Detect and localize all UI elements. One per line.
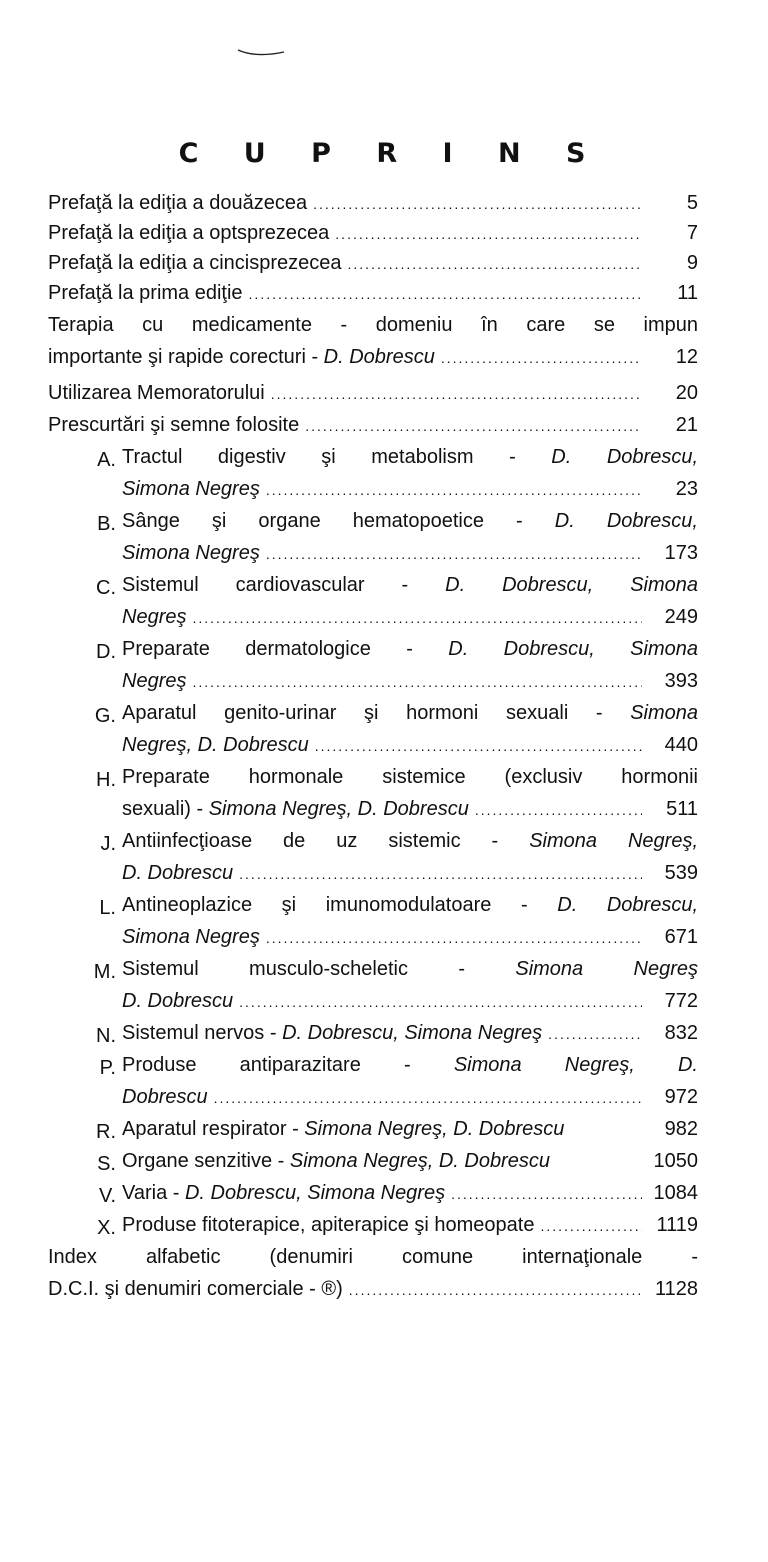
entry-title-text: Sistemul nervos - [122,1022,283,1044]
toc-entry-chapter-line2[interactable] [122,926,698,958]
entry-author: Simona Negreş, D. Dobrescu [304,1118,565,1140]
leader-dots [451,1186,642,1202]
leader-dots [335,226,642,242]
toc-entry-chapter-line1[interactable] [97,446,698,478]
chapter-letter: N. [96,1025,116,1047]
entry-title-line2 [122,478,260,501]
toc-entry-chapter-line1[interactable] [94,702,698,734]
leader-dots [266,930,642,946]
page-number: 832 [664,1022,698,1044]
page-number: 21 [675,414,698,436]
entry-author: D. Dobrescu [323,346,435,368]
entry-title-line2 [48,346,435,369]
toc-entry-chapter-line1[interactable] [99,894,698,926]
entry-title-line1: Index alfabetic (denumiri comune internaţionale - [48,1246,698,1268]
leader-dots [192,674,642,690]
chapter-letter: V. [98,1185,116,1207]
entry-title-line1 [122,766,698,792]
entry-author: Negreş, D. Dobrescu [122,734,309,756]
page-number: 511 [666,798,698,820]
entry-author: Simona Negreş, D. [453,1054,698,1076]
leader-dots [271,386,642,402]
entry-author-line2: Dobrescu [122,1086,208,1108]
toc-entry-chapter-s[interactable] [97,1150,698,1182]
toc-entry-chapter-v[interactable] [98,1182,698,1214]
page-number: 11 [677,282,698,304]
page-number: 671 [664,926,698,948]
leader-dots [313,196,642,212]
page-number: 393 [664,670,698,692]
page-number: 1050 [653,1150,698,1172]
page-number: 173 [664,542,698,564]
toc-entry-chapter-line2[interactable] [122,478,698,510]
page-number: 23 [675,478,698,500]
toc-entry-chapter-p-line2[interactable] [122,1086,698,1118]
chapter-list [48,446,698,1022]
page-number: 440 [664,734,698,756]
entry-title-line2 [122,798,469,821]
entry-title: Prefaţă la ediţia a optsprezecea [48,222,330,244]
toc-entry-chapter-line2[interactable] [122,798,698,830]
entry-title-line1 [122,702,698,728]
chapter-letter: L. [99,897,116,919]
entry-title-text: sexuali) - [122,798,209,820]
page-number: 982 [664,1118,698,1140]
entry-title-text: Sistemul musculo-scheletic - [122,958,516,980]
leader-dots [192,610,642,626]
toc-entry-chapter-line1[interactable] [93,958,698,990]
entry-title-line2 [122,542,260,565]
entry-title-text: Aparatul genito-urinar şi hormoni sexuali - [122,702,631,724]
toc-entry-prescurtari[interactable] [48,414,698,446]
entry-author: D. Dobrescu [122,990,234,1012]
page-number: 1084 [653,1182,698,1204]
entry-author: Simona Negreş [122,478,260,500]
entry-title [122,1118,564,1141]
entry-title: Utilizarea Memoratorului [48,382,265,404]
page-number: 12 [675,346,698,368]
entry-author: Simona Negreş, D. Dobrescu [208,798,469,820]
entry-title-text: importante şi rapide corecturi - [48,346,324,368]
table-of-contents [48,194,698,1310]
page-number: 772 [664,990,698,1012]
toc-entry-chapter-line2[interactable] [122,734,698,766]
toc-entry-preface-20[interactable] [48,194,698,224]
entry-title-line1 [122,574,698,600]
leader-dots [548,1026,642,1042]
entry-title-line2 [122,926,260,949]
chapter-letter: G. [94,705,116,727]
toc-entry-chapter-x[interactable] [97,1214,698,1246]
entry-title-line1 [122,958,698,984]
toc-entry-preface-18[interactable] [48,224,698,254]
entry-title-text: Sistemul cardiovascular - [122,574,446,596]
entry-author: Simona Negreş [122,926,260,948]
entry-title-line2 [122,734,309,757]
toc-entry-preface-1[interactable] [48,284,698,314]
entry-author: Simona Negreş [122,542,260,564]
page-number: 1119 [656,1214,698,1236]
leader-dots [266,482,642,498]
entry-author: Simona Negreş [515,958,698,980]
entry-author: Negreş [122,670,187,692]
chapter-letter: X. [97,1217,116,1239]
entry-title-line2 [122,670,186,693]
toc-entry-chapter-line2[interactable] [122,542,698,574]
entry-title-line1 [122,894,698,920]
entry-author: Negreş [122,606,187,628]
entry-title-text: Preparate dermatologice - [122,638,449,660]
chapter-letter: P. [99,1057,116,1079]
entry-author: Simona Negreş, [529,830,698,852]
page-number: 20 [675,382,698,404]
entry-title: Prescurtări şi semne folosite [48,414,300,436]
entry-title-text: Produse antiparazitare - [122,1054,454,1076]
toc-entry-chapter-r[interactable] [96,1118,698,1150]
chapter-letter: R. [96,1121,116,1143]
entry-author: Simona Negreş, D. Dobrescu [289,1150,550,1172]
chapter-letter: A. [97,449,116,471]
entry-author: D. Dobrescu, Simona Negreş [184,1182,446,1204]
entry-title-line1: Terapia cu medicamente - domeniu în care se impun [48,314,698,336]
toc-entry-chapter-p-line1[interactable] [99,1054,698,1086]
entry-title-line1 [122,446,698,472]
chapter-letter: H. [96,769,116,791]
toc-entry-chapter-line1[interactable] [96,574,698,606]
entry-title-line1 [122,830,698,856]
leader-dots [249,286,642,302]
entry-title [122,1182,445,1205]
entry-title-line2 [122,862,233,885]
entry-author: D. Dobrescu [122,862,234,884]
leader-dots [315,738,642,754]
entry-title-text: Organe senzitive - [122,1150,290,1172]
leader-dots [239,994,642,1010]
entry-title-text: Sânge şi organe hematopoetice - [122,510,555,532]
toc-entry-index-line2[interactable] [48,1278,698,1310]
toc-entry-chapter-line2[interactable] [122,990,698,1022]
page-number: 5 [686,192,698,214]
chapter-letter: D. [96,641,116,663]
entry-title-line1 [122,1054,698,1080]
toc-entry-terapia-line2[interactable] [48,346,698,378]
toc-entry-chapter-line1[interactable] [97,510,698,542]
page-number: 9 [686,252,698,274]
leader-dots [349,1282,642,1298]
entry-author: D. Dobrescu, [554,510,698,532]
entry-title [122,1022,542,1045]
toc-entry-chapter-line2[interactable] [122,670,698,702]
entry-title [122,1150,550,1173]
toc-entry-terapia-line1[interactable] [48,314,698,346]
entry-author: D. Dobrescu, Simona Negreş [282,1022,543,1044]
entry-title: Prefaţă la prima ediţie [48,282,243,304]
chapter-letter: J. [100,833,116,855]
chapter-letter: S. [97,1153,116,1175]
leader-dots [305,418,642,434]
chapter-letter: B. [97,513,116,535]
entry-title-text: Antineoplazice şi imunomodulatoare - [122,894,558,916]
entry-title-line1 [122,638,698,664]
toc-entry-chapter-line2[interactable] [122,606,698,638]
leader-dots [266,546,642,562]
chapter-letter: C. [96,577,116,599]
entry-title-text: Tractul digestiv şi metabolism - [122,446,552,468]
page-number: 539 [664,862,698,884]
leader-dots [348,256,643,272]
toc-entry-index-line1[interactable] [48,1246,698,1278]
leader-dots [239,866,642,882]
entry-title: Prefaţă la ediţia a cincisprezecea [48,252,342,274]
leader-dots [540,1218,642,1234]
entry-title-line2 [122,606,186,629]
entry-title-line2: D.C.I. şi denumiri comerciale - ®) [48,1278,343,1300]
entry-title: Produse fitoterapice, apiterapice şi homeopate [122,1214,535,1236]
entry-title-text: Aparatul respirator - [122,1118,305,1140]
leader-dots [475,802,642,818]
entry-author: D. Dobrescu, [557,894,698,916]
toc-entry-chapter-line1[interactable] [100,830,698,862]
toc-entry-chapter-line1[interactable] [96,766,698,798]
page-number: 1128 [654,1278,698,1300]
page-number: 249 [664,606,698,628]
toc-entry-utilizarea[interactable] [48,382,698,414]
toc-entry-preface-15[interactable] [48,254,698,284]
entry-title-text: Antiinfecţioase de uz sistemic - [122,830,530,852]
toc-entry-chapter-line1[interactable] [96,638,698,670]
page-title: C U P R I N S [178,138,604,169]
entry-author: D. Dobrescu, Simona [448,638,698,660]
page-number: 972 [664,1086,698,1108]
toc-entry-chapter-line2[interactable] [122,862,698,894]
entry-title-line1 [122,510,698,536]
entry-title: Prefaţă la ediţia a douăzecea [48,192,308,214]
page-number: 7 [686,222,698,244]
entry-author: Simona [630,702,698,724]
chapter-letter: M. [93,961,116,983]
entry-title-text: Preparate hormonale sistemice (exclusiv hormonii [122,766,698,788]
entry-author: D. Dobrescu, Simona [445,574,698,596]
entry-title-line2 [122,990,233,1013]
leader-dots [441,350,642,366]
decorative-swash-mark [236,40,286,60]
toc-entry-chapter-n[interactable] [96,1022,698,1054]
entry-author: D. Dobrescu, [551,446,698,468]
leader-dots [214,1090,642,1106]
entry-title-text: Varia - [122,1182,185,1204]
